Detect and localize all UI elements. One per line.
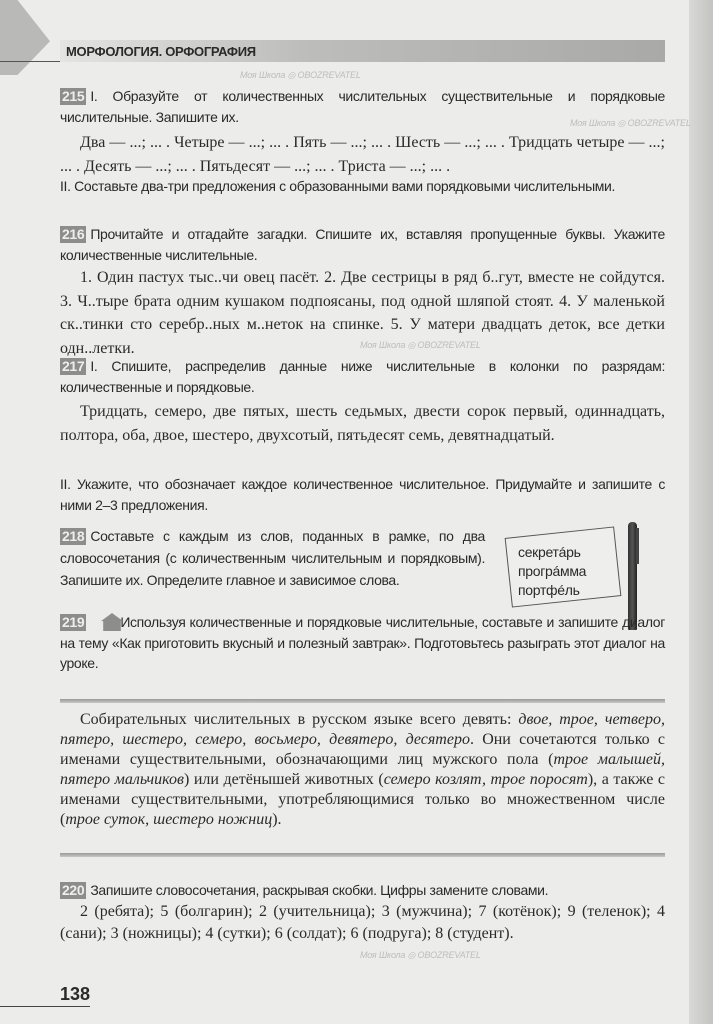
example-italic: двое, трое, четверо, пятеро, шестеро, семеро, восьмеро, девятеро, десятеро xyxy=(60,711,665,748)
header-arrow-decoration xyxy=(0,0,50,75)
page-edge xyxy=(689,0,713,1024)
task-text: Используя количественные и порядковые числительные, составьте и запишите диалог на тему «Как приготовить вкусный и полезный завтрак». Подготовьтесь разыграть этот диалог на уроке. xyxy=(60,614,665,671)
exercise-215-text: Два — ...; ... . Четыре — ...; ... . Пять — ...; ... . Шесть — ...; ... . Тридцать четыре — ...; ... . Десять — ...; ... . Пятьдесят — ...; ... . Триста — ...; ... . xyxy=(60,134,665,175)
exercise-number: 215 xyxy=(62,88,85,104)
exercise-number: 219 xyxy=(62,614,85,630)
exercise-218-task xyxy=(60,525,485,591)
rule-text: Собирательных числительных в русском языке всего девять: xyxy=(80,711,519,728)
task-text: Составьте с каждым из слов, поданных в рамке, по два словосочетания (с количественным числительным и порядковым). Запишите их. Определите главное и зависимое слова. xyxy=(60,528,485,588)
example-italic: трое суток, шестеро ножниц xyxy=(65,811,273,828)
exercise-215-task2: II. Составьте два-три предложения с образованными вами порядковыми числительными. xyxy=(60,178,616,194)
example-italic: трое малышей, пятеро мальчиков xyxy=(60,751,666,788)
task-text: Запишите словосочетания, раскрывая скобки. Цифры замените словами. xyxy=(90,882,549,898)
exercise-219-task xyxy=(60,612,665,674)
section-title: МОРФОЛОГИЯ. ОРФОГРАФИЯ xyxy=(66,44,256,59)
watermark: Моя Школа ◎ OBOZREVATEL xyxy=(570,118,691,128)
rule-text: . Они сочетаются только с именами существительными, обозначающими лиц мужского пола ( xyxy=(60,731,666,768)
page-number-rule xyxy=(0,1006,90,1007)
exercise-number: 218 xyxy=(62,528,85,544)
collective-numerals-rule xyxy=(60,710,665,830)
task-text: I. Спишите, распределив данные ниже числительные в колонки по разрядам: количественные и порядковые. xyxy=(60,358,665,395)
word-box-item: секретáрь xyxy=(518,544,581,560)
exercise-220-task xyxy=(60,880,665,901)
rule-text: ). xyxy=(272,811,282,828)
watermark: Моя Школа ◎ OBOZREVATEL xyxy=(360,950,481,960)
rule-separator-top xyxy=(60,699,665,703)
watermark: Моя Школа ◎ OBOZREVATEL xyxy=(360,340,481,350)
exercise-216-task xyxy=(60,224,665,266)
task-text: I. Образуйте от количественных числительных существительные и порядковые числительные. Запишите их. xyxy=(60,88,665,125)
exercise-217-task2: II. Укажите, что обозначает каждое количественное числительное. Придумайте и запишите с ними 2–3 предложения. xyxy=(60,476,665,513)
rule-text: ) или детёнышей животных ( xyxy=(183,771,384,788)
exercise-216-text: 1. Один пастух тыс..чи овец пасёт. 2. Две сестрицы в ряд б..гут, вместе не сойдутся. 3. Ч..тыре брата одним кушаком подпоясаны, под одной шляпой стоят. 4. У маленькой ск..тинки сто серебр..ных м..неток на спинке. 5. У матери двадцать деток, все детки одн..летки. xyxy=(60,269,665,357)
exercise-number: 217 xyxy=(62,358,85,374)
page-number: 138 xyxy=(60,984,91,1004)
exercise-217-task1 xyxy=(60,356,665,398)
header-rule xyxy=(0,61,60,62)
example-italic: семеро козлят, трое поросят xyxy=(383,771,588,788)
watermark: Моя Школа ◎ OBOZREVATEL xyxy=(240,70,361,80)
exercise-220-text: 2 (ребята); 5 (болгарин); 2 (учительница); 3 (мужчина); 7 (котёнок); 9 (теленок); 4 (сани); 3 (ножницы); 4 (сутки); 6 (солдат); 6 (подруга); 8 (студент). xyxy=(60,903,665,942)
exercise-217-text: Тридцать, семеро, две пятых, шесть седьмых, двести сорок первый, одиннадцать, полтора, оба, двое, шестеро, двухсотый, пятьдесят семь, девятнадцатый. xyxy=(60,403,665,444)
task-text: Прочитайте и отгадайте загадки. Спишите их, вставляя пропущенные буквы. Укажите количественные числительные. xyxy=(60,226,665,263)
rule-text: ), а также с именами существительными, употребляющимися только во множественном числе ( xyxy=(60,771,666,828)
exercise-number: 216 xyxy=(62,226,85,242)
exercise-number: 220 xyxy=(62,882,85,898)
pen-clip xyxy=(636,528,639,564)
word-box-item: портфéль xyxy=(518,582,580,598)
rule-separator-bottom xyxy=(60,853,665,857)
word-box-item: прогрáмма xyxy=(518,563,587,579)
